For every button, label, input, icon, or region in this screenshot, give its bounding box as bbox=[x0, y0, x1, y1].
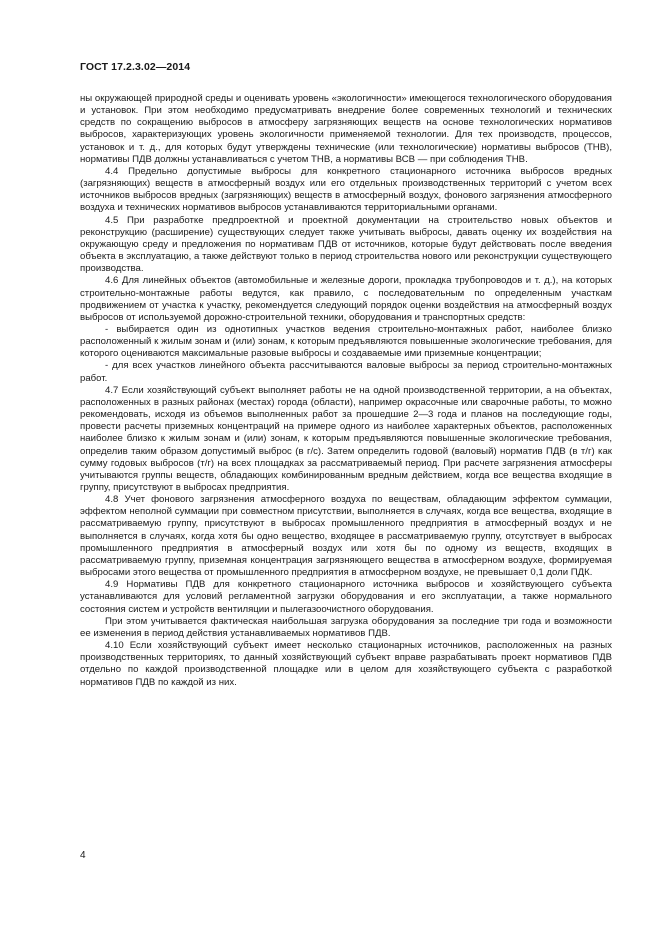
paragraph-4-7: 4.7 Если хозяйствующий субъект выполняет работы не на одной производственной территории, а на объектах, расположенных в разных районах (местах) города (области), например окрасочные или сварочные работы, то можно рекомендовать, исходя из объемов выполненных работ за прошедшие 2—3 года и планов на последующие годы, провести расчеты приземных концентраций на примере одного из наиболее характерных объектов, расположенных наиболее близко к жилым зонам и (или) зонам, к которым предъявляются повышенные экологические требования, определив таким образом допустимый выброс (в г/с). Затем определить годовой (валовый) норматив ПДВ (в т/г) как сумму годовых выбросов (т/г) на всех площадках за рассматриваемый период. При расчете загрязнения атмосферы учитываются группы веществ, обладающих комбинированным вредным действием, когда все вещества входящие в группу, присутствуют в выбросах предприятия. bbox=[80, 384, 612, 493]
paragraph-continuation: ны окружающей природной среды и оценивать уровень «экологичности» имеющегося технологического оборудования и установок. При этом необходимо предусматривать внедрение более современных технологий и технических средств по сокращению выбросов в атмосферу загрязняющих веществ на основе технологических нормативов выбросов, характеризующих уровень экологичности применяемой технологии. Для тех производств, процессов, установок и т. д., для которых будут утверждены технические (или технологические) нормативы выбросов (ТНВ), нормативы ПДВ должны устанавливаться с учетом ТНВ, а нормативы ВСВ — при соблюдения ТНВ. bbox=[80, 93, 612, 165]
page-number: 4 bbox=[80, 850, 86, 861]
body-text bbox=[80, 93, 612, 689]
paragraph-4-5: 4.5 При разработке предпроектной и проектной документации на строительство новых объектов и реконструкцию (расширение) существующих следует также учитывать выбросы, давать оценку их воздействия на окружающую среду и предложения по нормативам ПДВ от источников, которые будут действовать после введения объекта в эксплуатацию, а также действуют только в период строительства нового или реконструкции существующего производства. bbox=[80, 214, 612, 275]
standard-header: ГОСТ 17.2.3.02—2014 bbox=[80, 61, 191, 73]
list-item-dash-1: - выбирается один из однотипных участков ведения строительно-монтажных работ, наиболее близко расположенный к жилым зонам и (или) зонам, к которым предъявляются повышенные экологические требования, для которого оцениваются максимальные разовые выбросы и создаваемые ими приземные концентрации; bbox=[80, 323, 612, 360]
paragraph-4-8: 4.8 Учет фонового загрязнения атмосферного воздуха по веществам, обладающим эффектом суммации, эффектом неполной суммации при совместном присутствии, выполняется в случаях, когда все вещества, входящие в рассматриваемую группу, присутствуют в выбросах промышленного предприятия в атмосферный воздух и не выполняется в случаях, когда хотя бы одно вещество, входящее в рассматриваемую группу, отсутствует в выбросах промышленного предприятия в атмосферный воздух или хотя бы по одному из веществ, входящих в рассматриваемую группу, приземная концентрация загрязняющего вещества в атмосферном воздухе, формируемая выбросами этого вещества от промышленного предприятия в атмосферном воздухе, не превышает 0,1 доли ПДК. bbox=[80, 494, 612, 579]
list-item-dash-2: - для всех участков линейного объекта рассчитываются валовые выбросы за период строительно-монтажных работ. bbox=[80, 360, 612, 384]
paragraph-4-9: 4.9 Нормативы ПДВ для конкретного стационарного источника выбросов и хозяйствующего субъекта устанавливаются для условий регламентной загрузки оборудования и его эксплуатации, а также нормального состояния систем и устройств вентиляции и пылегазоочистного оборудования. bbox=[80, 579, 612, 615]
paragraph-4-10: 4.10 Если хозяйствующий субъект имеет несколько стационарных источников, расположенных на разных производственных территориях, то данный хозяйствующий субъект вправе разрабатывать проект нормативов ПДВ отдельно по каждой производственной площадке или в целом для хозяйствующего субъекта с разработкой нормативов ПДВ по каждой из них. bbox=[80, 640, 612, 688]
paragraph-4-9-note: При этом учитывается фактическая наибольшая загрузка оборудования за последние три года и возможности ее изменения в период действия устанавливаемых нормативов ПДВ. bbox=[80, 615, 612, 639]
paragraph-4-6: 4.6 Для линейных объектов (автомобильные и железные дороги, прокладка трубопроводов и т. д.), на которых строительно-монтажные работы ведутся, как правило, с последовательным по определенным участкам продвижением от участка к участку, рекомендуется следующий порядок оценки воздействия на атмосферный воздух выбросов от используемой дорожно-строительной техники, оборудования и транспортных средств: bbox=[80, 275, 612, 323]
paragraph-4-4: 4.4 Предельно допустимые выбросы для конкретного стационарного источника выбросов вредных (загрязняющих) веществ в атмосферный воздух или его отдельных производственных территорий с учетом всех источников выбросов вредных (загрязняющих) веществ в атмосферный воздух, фонового загрязнения атмосферного воздуха и технических нормативов выбросов устанавливаются территориальными органами. bbox=[80, 165, 612, 214]
